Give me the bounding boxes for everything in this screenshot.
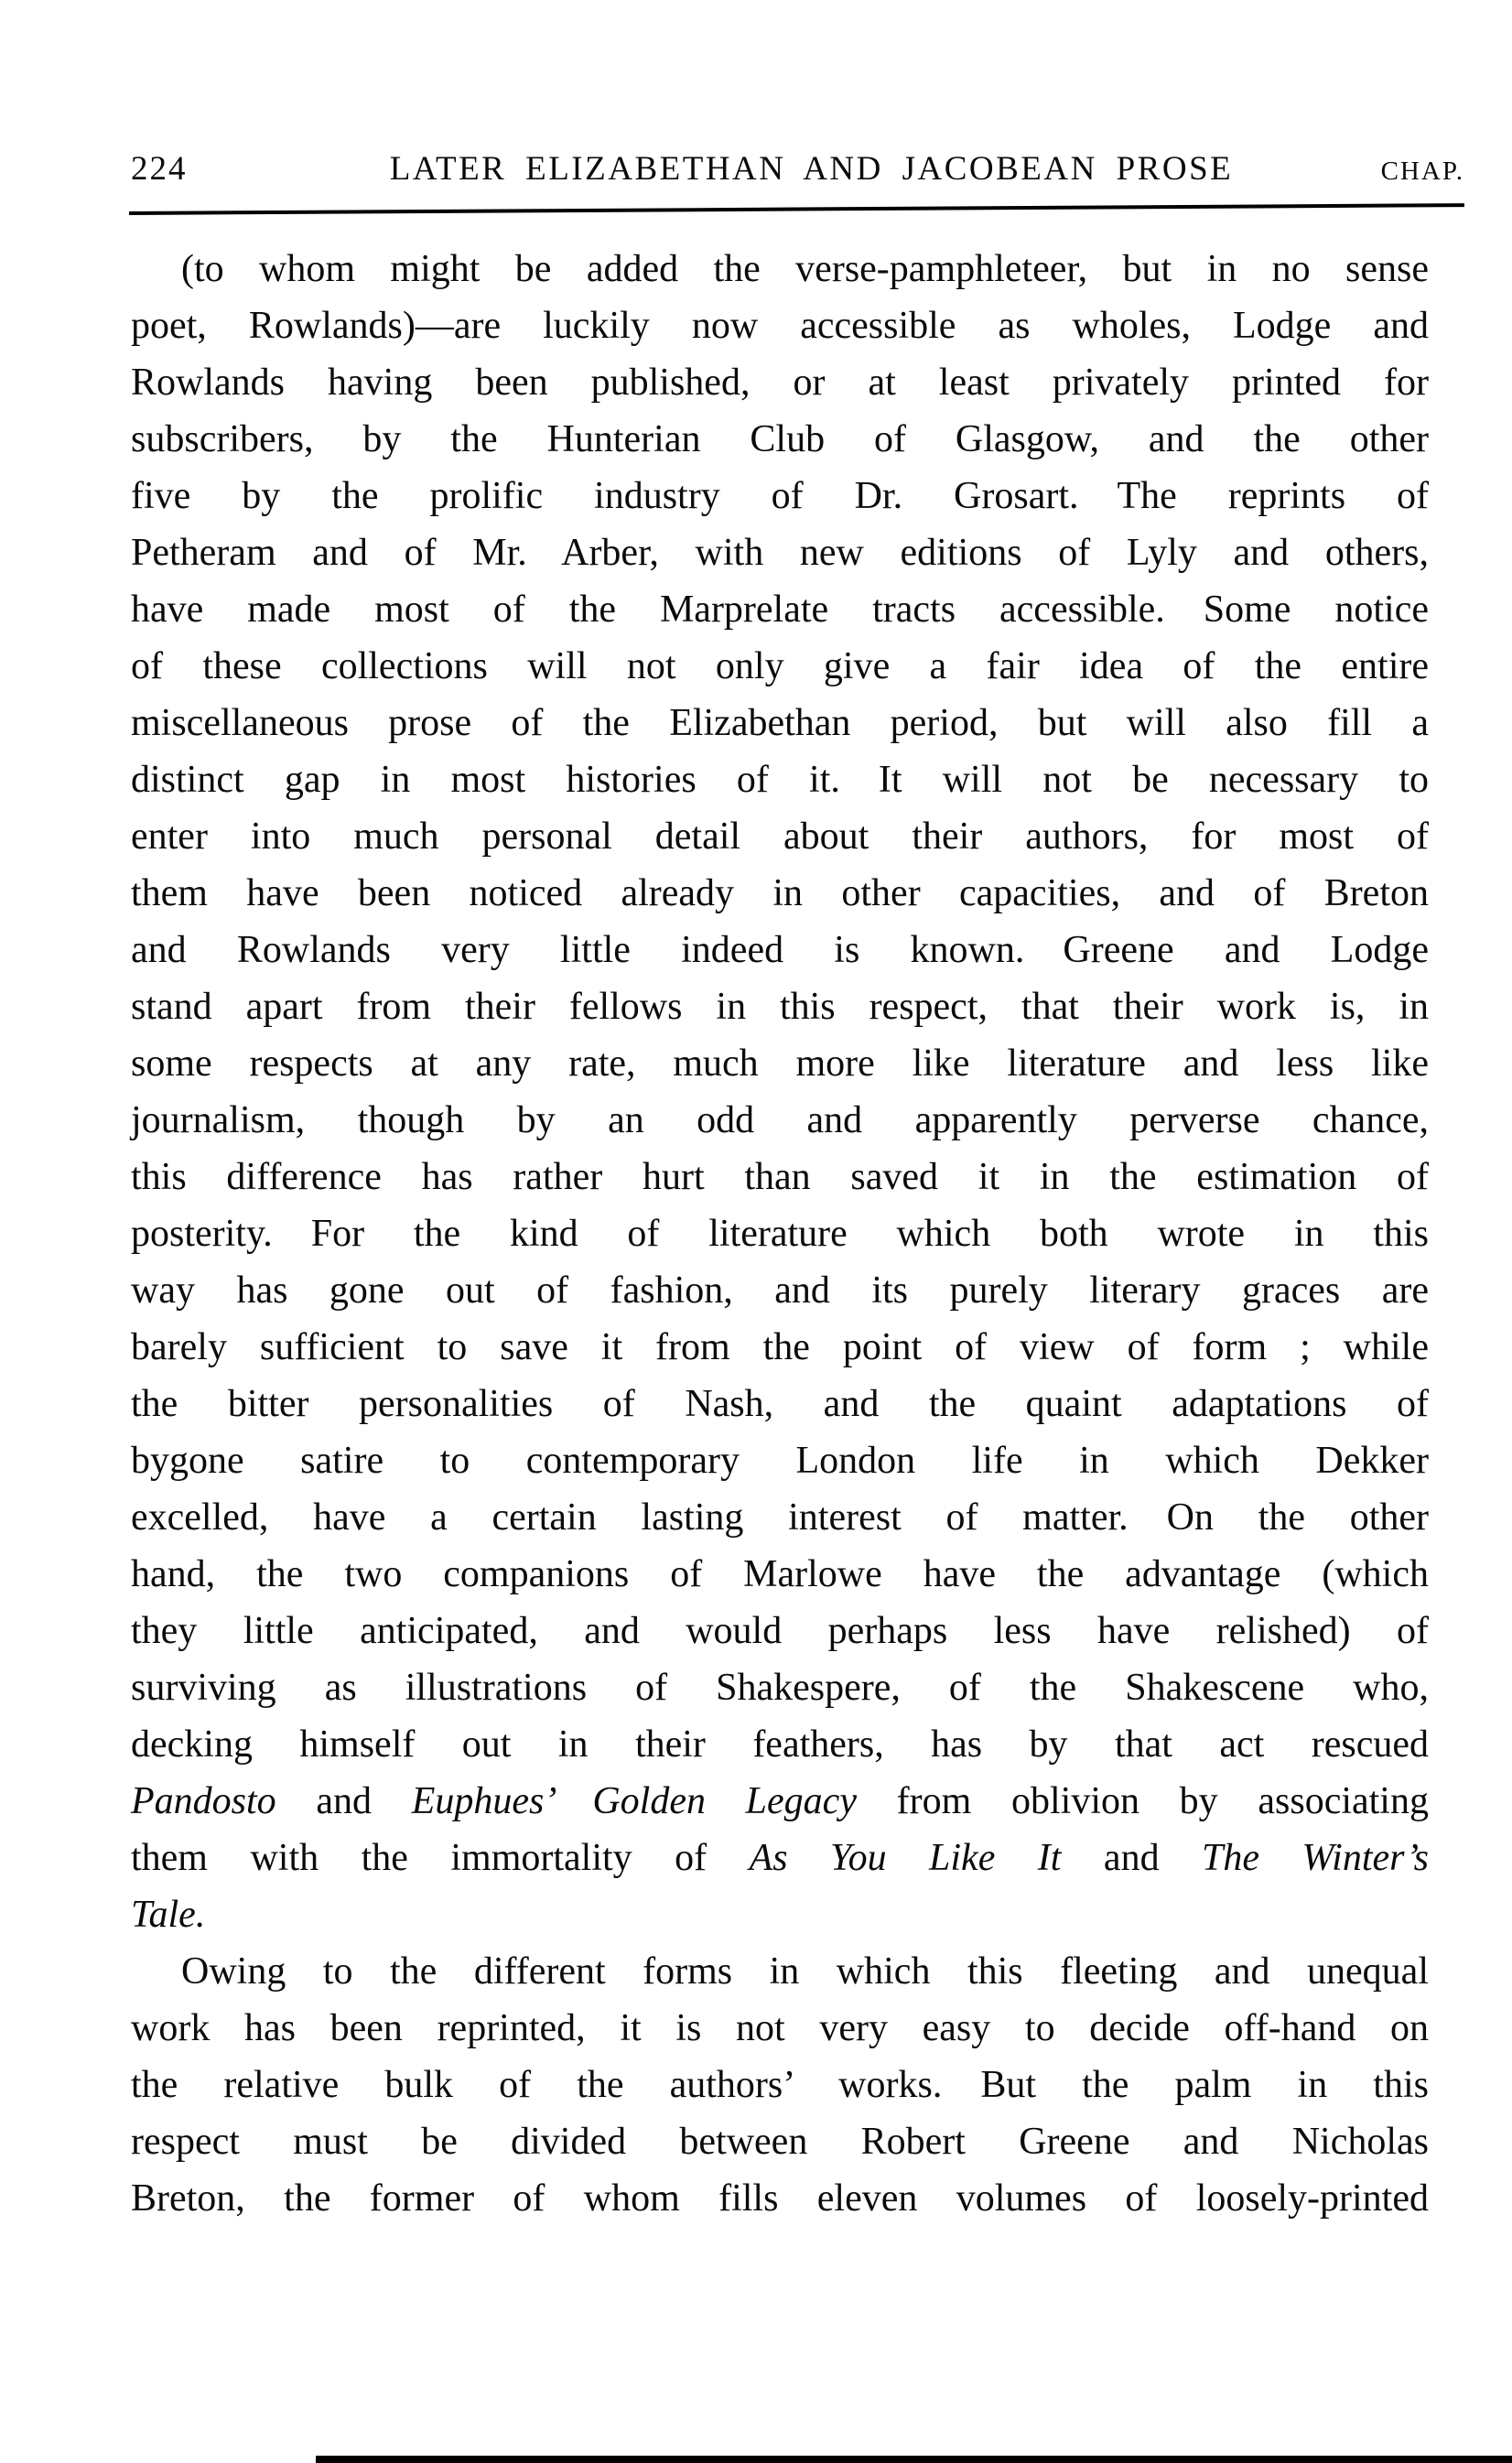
text-segment: five by the prolific industry of Dr. Grosart. The reprints of xyxy=(131,475,1429,517)
text-line xyxy=(131,1489,1429,1546)
text-segment: bygone satire to contemporary London life in which Dekker xyxy=(131,1440,1429,1482)
text-segment: some respects at any rate, much more like literature and less like xyxy=(131,1042,1429,1085)
italic-text-segment: The Winter’s xyxy=(1202,1837,1429,1879)
text-segment: enter into much personal detail about their authors, for most of xyxy=(131,816,1429,858)
text-segment: barely sufficient to save it from the point of view of form ; while xyxy=(131,1326,1429,1368)
text-segment: Owing to the different forms in which this fleeting and unequal xyxy=(181,1950,1429,1993)
text-line xyxy=(131,1205,1429,1262)
text-line xyxy=(131,2170,1429,2227)
text-line xyxy=(131,1432,1429,1489)
text-line xyxy=(131,1830,1429,1886)
text-line xyxy=(131,1773,1429,1830)
text-segment: excelled, have a certain lasting interest of matter. On the other xyxy=(131,1496,1429,1539)
text-line xyxy=(131,1376,1429,1432)
text-segment: this difference has rather hurt than saved it in the estimation of xyxy=(131,1156,1429,1198)
text-segment: Petheram and of Mr. Arber, with new editions of Lyly and others, xyxy=(131,532,1429,574)
text-line xyxy=(131,468,1429,524)
text-line xyxy=(131,524,1429,581)
text-line xyxy=(131,581,1429,638)
text-segment: them have been noticed already in other capacities, and of Breton xyxy=(131,872,1429,914)
text-segment: the bitter personalities of Nash, and the quaint adaptations of xyxy=(131,1383,1429,1425)
text-line xyxy=(131,978,1429,1035)
text-line xyxy=(131,922,1429,978)
text-segment: and Rowlands very little indeed is known. Greene and Lodge xyxy=(131,929,1429,971)
text-line xyxy=(131,865,1429,922)
chapter-label: CHAP. xyxy=(1380,157,1464,186)
text-segment: surviving as illustrations of Shakespere, of the Shakescene who, xyxy=(131,1667,1429,1709)
italic-text-segment: Pandosto xyxy=(131,1780,276,1822)
text-segment: Breton, the former of whom fills eleven volumes of loosely-printed xyxy=(131,2177,1429,2220)
text-line xyxy=(131,1546,1429,1603)
text-line xyxy=(131,2000,1429,2057)
text-line xyxy=(131,297,1429,354)
text-line xyxy=(131,2057,1429,2113)
text-line xyxy=(131,1262,1429,1319)
running-header xyxy=(131,149,1464,189)
running-title: LATER ELIZABETHAN AND JACOBEAN PROSE xyxy=(389,150,1234,188)
italic-text-segment: Euphues’ Golden Legacy xyxy=(411,1780,857,1822)
scan-artifact-bar xyxy=(316,2456,1512,2463)
text-line xyxy=(131,1092,1429,1149)
text-line xyxy=(131,1716,1429,1773)
text-line xyxy=(131,411,1429,468)
text-line xyxy=(131,241,1429,297)
text-segment: from oblivion by associating xyxy=(856,1780,1429,1822)
text-line xyxy=(131,1035,1429,1092)
text-segment: journalism, though by an odd and apparently perverse chance, xyxy=(131,1099,1429,1141)
text-line xyxy=(131,751,1429,808)
text-segment: decking himself out in their feathers, has by that act rescued xyxy=(131,1723,1429,1766)
text-segment: of these collections will not only give a fair idea of the entire xyxy=(131,645,1429,687)
text-segment: poet, Rowlands)—are luckily now accessible as wholes, Lodge and xyxy=(131,305,1429,347)
text-line xyxy=(131,1943,1429,2000)
text-line xyxy=(131,808,1429,865)
text-line xyxy=(131,354,1429,411)
page-body xyxy=(131,241,1429,2227)
text-segment: respect must be divided between Robert Greene and Nicholas xyxy=(131,2121,1429,2163)
text-segment: and xyxy=(275,1780,412,1822)
text-segment: have made most of the Marprelate tracts accessible. Some notice xyxy=(131,589,1429,631)
text-segment: hand, the two companions of Marlowe have the advantage (which xyxy=(131,1553,1429,1595)
text-line xyxy=(131,638,1429,695)
text-segment: stand apart from their fellows in this respect, that their work is, in xyxy=(131,986,1429,1028)
text-segment: they little anticipated, and would perhaps less have relished) of xyxy=(131,1610,1429,1652)
text-segment: the relative bulk of the authors’ works. But the palm in this xyxy=(131,2064,1429,2106)
text-segment: work has been reprinted, it is not very easy to decide off-hand on xyxy=(131,2007,1429,2049)
text-segment: them with the immortality of xyxy=(131,1837,750,1879)
text-line xyxy=(131,1149,1429,1205)
text-segment: way has gone out of fashion, and its purely literary graces are xyxy=(131,1269,1429,1312)
text-line xyxy=(131,1319,1429,1376)
text-line xyxy=(131,695,1429,751)
text-segment: posterity. For the kind of literature which both wrote in this xyxy=(131,1213,1429,1255)
header-rule xyxy=(129,203,1464,215)
page-number: 224 xyxy=(131,150,188,188)
italic-text-segment: Tale. xyxy=(131,1894,206,1936)
text-segment: Rowlands having been published, or at least privately printed for xyxy=(131,362,1429,404)
text-segment: and xyxy=(1061,1837,1203,1879)
text-line xyxy=(131,2113,1429,2170)
text-line xyxy=(131,1886,1429,1943)
text-segment: miscellaneous prose of the Elizabethan period, but will also fill a xyxy=(131,702,1429,744)
text-segment: subscribers, by the Hunterian Club of Glasgow, and the other xyxy=(131,418,1429,460)
text-line xyxy=(131,1603,1429,1659)
italic-text-segment: As You Like It xyxy=(749,1837,1062,1879)
text-segment: distinct gap in most histories of it. It will not be necessary to xyxy=(131,759,1429,801)
text-line xyxy=(131,1659,1429,1716)
text-segment: (to whom might be added the verse-pamphleteer, but in no sense xyxy=(181,248,1429,290)
